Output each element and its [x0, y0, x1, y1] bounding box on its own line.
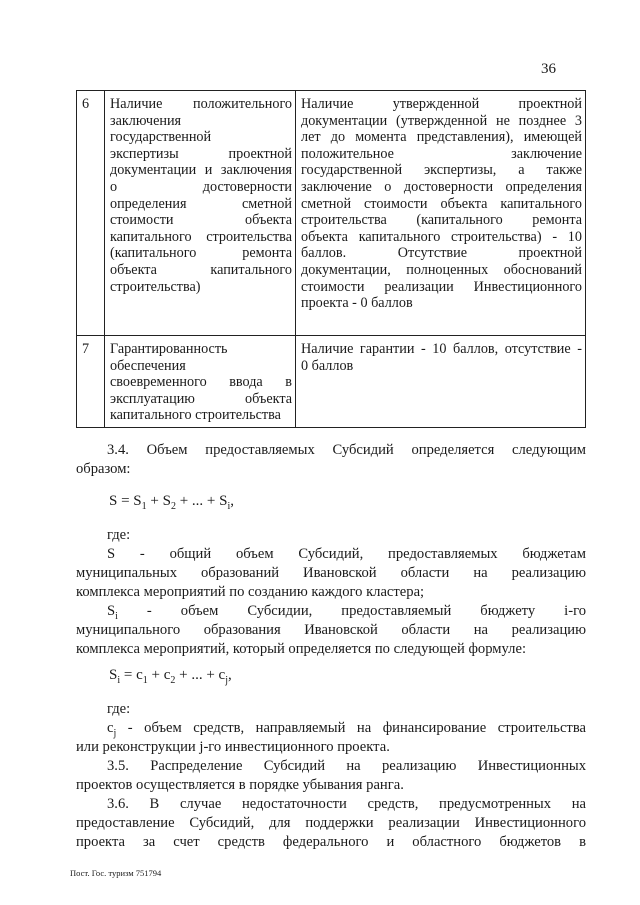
criterion-line: (капитального ремонта: [110, 245, 292, 262]
score-line: объекта капитального строительства) - 10: [301, 228, 582, 245]
formula-text: + S: [146, 493, 171, 509]
criterion-line: определения сметной: [110, 195, 292, 212]
paragraph-3-6-cont: предоставление Субсидий, для поддержки реализации Инвестиционного: [76, 815, 586, 831]
score-line: стоимости реализации Инвестиционного: [301, 278, 582, 295]
criterion-line: своевременного ввода в: [110, 374, 292, 391]
si-definition-cont: муниципального образования Ивановской области на реализацию: [76, 622, 586, 638]
cj-definition-cont: или реконструкции j-го инвестиционного проекта.: [76, 739, 390, 755]
paragraph-3-4: 3.4. Объем предоставляемых Субсидий определяется следующим: [107, 442, 586, 458]
where-label: где:: [107, 527, 131, 543]
criterion-line: о достоверности: [110, 178, 292, 195]
criterion-line: эксплуатацию объекта: [110, 390, 292, 407]
formula-text: + c: [147, 667, 171, 683]
score-line: заключение о достоверности определения: [301, 178, 582, 195]
criteria-table: [76, 90, 586, 428]
si-definition-cont: комплекса мероприятий, который определяется по следующей формуле:: [76, 641, 526, 657]
score-line: положительное заключение: [301, 145, 582, 162]
formula-text: c: [107, 720, 114, 736]
formula-sub: j: [113, 727, 117, 739]
paragraph-3-6-cont: проекта за счет средств федерального и областного бюджетов в: [76, 834, 586, 850]
s-definition-cont: муниципальных образований Ивановской области на реализацию: [76, 565, 586, 581]
footer-note: Пост. Гос. туризм 751794: [70, 868, 162, 878]
formula-text: S = S: [109, 493, 142, 509]
formula-sub: 1: [142, 675, 148, 686]
row-number: 6: [77, 91, 105, 336]
criterion-line: капитального строительства: [110, 407, 281, 424]
definition-text: - объем средств, направляемый на финансирование строительства: [116, 720, 586, 736]
score-line: 0 баллов: [301, 357, 354, 374]
paragraph-3-6: 3.6. В случае недостаточности средств, предусмотренных на: [107, 796, 586, 812]
criterion-line: государственной: [110, 129, 212, 146]
score-line: Наличие утвержденной проектной: [301, 96, 582, 112]
score-line: баллов. Отсутствие проектной: [301, 245, 582, 262]
formula-si: [109, 666, 409, 690]
formula-text: + ... + c: [175, 667, 226, 683]
criterion-line: Гарантированность: [110, 341, 228, 357]
table-row: [77, 336, 586, 428]
s-definition-cont: комплекса мероприятий по созданию каждого кластера;: [76, 584, 425, 600]
criterion-line: заключения: [110, 112, 182, 129]
formula-s: [109, 492, 409, 516]
paragraph-3-4-cont: образом:: [76, 461, 131, 477]
score-line: строительства (капитального ремонта: [301, 212, 582, 229]
formula-sub: 2: [170, 675, 176, 686]
formula-sub: i: [117, 675, 121, 686]
formula-sub: j: [225, 675, 228, 686]
formula-text: S: [109, 667, 118, 683]
formula-text: ,: [227, 667, 232, 683]
formula-sub: 1: [141, 501, 147, 512]
criterion-line: экспертизы проектной: [110, 145, 292, 162]
score-line: документации (утвержденной не позднее 3: [301, 112, 582, 129]
paragraph-3-5-cont: проектов осуществляется в порядке убывания ранга.: [76, 777, 404, 793]
row-number: 7: [77, 336, 105, 428]
paragraph-3-5: 3.5. Распределение Субсидий на реализацию Инвестиционных: [107, 758, 586, 774]
criterion-cell: [105, 91, 296, 336]
table-row: [77, 91, 586, 336]
formula-sub: 2: [170, 501, 176, 512]
criterion-line: документации и заключения: [110, 162, 292, 179]
formula-sub: i: [115, 610, 118, 622]
definition-text: - объем Субсидии, предоставляемый бюджету i-го: [117, 603, 586, 619]
page-number: 36: [541, 61, 556, 77]
formula-text: S: [107, 603, 116, 619]
criterion-line: стоимости объекта: [110, 212, 292, 229]
score-line: проекта - 0 баллов: [301, 295, 413, 312]
score-cell: [296, 91, 586, 336]
formula-sub: i: [227, 501, 231, 512]
s-definition: S - общий объем Субсидий, предоставляемых бюджетам: [107, 546, 586, 562]
score-line: Наличие гарантии - 10 баллов, отсутствие -: [301, 341, 582, 357]
score-line: документации, полноценных обоснований: [301, 261, 582, 278]
score-line: государственной экспертизы, а также: [301, 162, 582, 179]
criterion-cell: [105, 336, 296, 428]
formula-text: + ... + S: [175, 493, 228, 509]
criterion-line: капитального строительства: [110, 228, 292, 245]
score-cell: [296, 336, 586, 428]
score-line: лет до момента представления), имеющей: [301, 129, 582, 146]
criterion-line: строительства): [110, 278, 201, 295]
criterion-line: объекта капитального: [110, 261, 292, 278]
where-label: где:: [107, 701, 131, 717]
formula-text: ,: [230, 493, 235, 509]
criterion-line: Наличие положительного: [110, 96, 292, 112]
formula-text: = c: [120, 667, 143, 683]
score-line: сметной стоимости объекта капитального: [301, 195, 582, 212]
criterion-line: обеспечения: [110, 357, 186, 374]
